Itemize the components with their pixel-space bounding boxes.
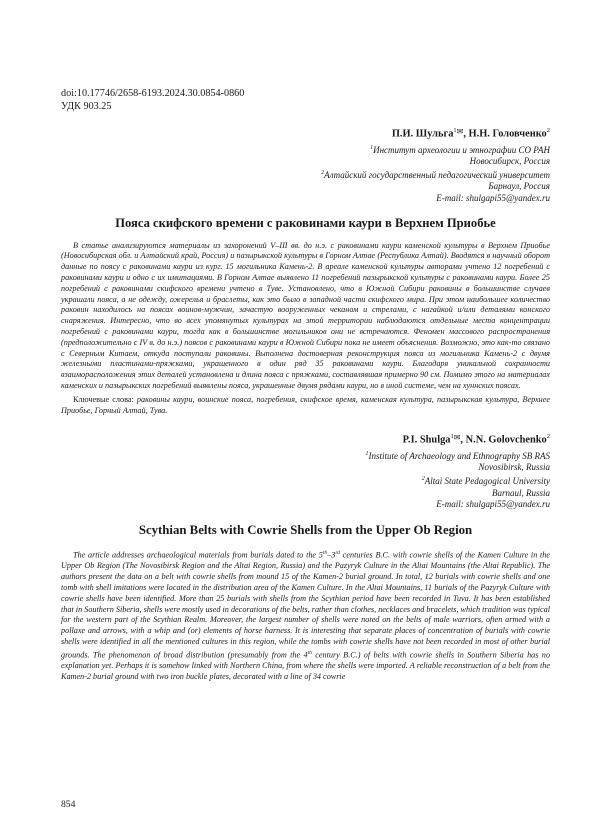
author-2-sup: 2 — [546, 433, 550, 441]
affiliation-line: Barnaul, Russia — [491, 487, 550, 498]
affiliation-line: $^2$Altai State Pedagogical University — [421, 476, 550, 487]
abstract-ru: В статье анализируются материалы из захоронений V–III вв. до н.э. с раковинами каури каменской культуры в Верхнем Приобье (Новосибирская обл. и Алтайский край, Россия) и пазырыкской культуры в Горном Алтае (Республика Алтай). Вводятся в научный оборот данные по поясу с раковинами каури из кург. 15 могильника Камень-2. В ареале каменской культуры авторами учтено 12 погребений с раковинами каури и одно с их имитациями. В Горном Алтае выявлено 11 погребений пазырыкской культуры с раковинами каури. Более 25 погребений с раковинами скифского времени учтено в Туве. Установлено, что в Южной Сибири раковины в большинстве случаев украшали пояса, а не одежду, ожерелья и браслеты, как это было в западной части скифского мира. При этом наибольшее количество раковин находилось на поясах воинов-мужчин, зачастую вооруженных чеканом и стрелами, с нагайкой и/или деталями конского снаряжения. Интересно, что во всех упомянутых культурах на этой территории наблюдаются отдельные места концентрации погребений с раковинами каури, тогда как в большинстве могильников они не встречаются. Феномен массового распространения (предположительно с IV в. до н.э.) поясов с раковинами каури в Южной Сибири пока не имеет объяснения. Возможно, это как-то связано с Северным Китаем, откуда поступали раковины. Выполнена достоверная реконструкция пояса из могильника Камень-2 с двумя железными пластинами-пряжками, украшенного в один ряд 35 раковинами каури. Благодаря уникальной сохранности взаиморасположения этих деталей установлена и длина пояса с пряжками, составлявшая примерно 90 см. Помимо этого на материалах каменских и пазырыкских погребений выявлены пояса, украшенные двумя рядами каури, но в иной системе, чем на хуннских поясах. — [61, 240, 550, 390]
author-1-sup: 1 — [450, 433, 454, 441]
doi[interactable]: doi:10.17746/2658-6193.2024.30.0854-0860 — [61, 88, 245, 99]
affiliation-line: Novosibirsk, Russia — [478, 462, 550, 473]
keywords-text: раковины каури, воинские пояса, погребения, скифское время, каменская культура, пазырыкская культура, Верхнее Приобье, Горный Алтай, Тува. — [61, 394, 550, 415]
affiliation-line: $^1$Institute of Archaeology and Ethnography SB RAS — [365, 450, 550, 461]
author-2-name: Н.Н. Головченко — [468, 128, 547, 140]
author-separator: , — [463, 128, 469, 140]
author-separator: , — [460, 434, 466, 446]
affiliation-line: $^2$Алтайский государственный педагогический университет — [321, 169, 550, 180]
author-1-name: P.I. Shulga — [402, 434, 451, 446]
article-meta — [61, 88, 550, 113]
keywords-label: Ключевые слова: — [73, 394, 134, 404]
article-title-ru: Пояса скифского времени с раковинами каури в Верхнем Приобье — [115, 215, 496, 230]
affiliation-line: $^1$Институт археологии и этнографии СО РАН — [370, 144, 550, 155]
author-2-sup: 2 — [546, 127, 550, 135]
abstract-en: The article addresses archaeological materials from burials dated to the 5th–3rd centuries B.C. with cowrie shells of the Kamen Culture in the Upper Ob Region (The Novosibirsk Region and the Altai Region, Russia) and the Pazyryk Culture in the Altai Mountains (the Altai Republic). The authors present the data on a belt with cowrie shells from mound 15 of the Kamen-2 burial ground. In total, 12 burials with cowrie shells and one tomb with shell imitations were located in the distribution area of the Kamen Culture. In the Altai Mountains, 11 burials of the Pazyryk Culture with cowrie shells have been identified. More than 25 burials with shells from the Scythian period have been recorded in Tuva. It has been established that in Southern Siberia, shells were mostly used in decorations of the belts, rather than clothes, necklaces and bracelets, which tradition was typical for the western part of the Scythian Realm. Moreover, the largest number of shells were noted on the belts of male warriors, often armed with a pollaxe and arrows, with a whip and (or) elements of horse harness. It is interesting that separate places of concentration of burials with cowrie shells were identified in all the mentioned cultures in this region, while the tombs with cowrie shells have not been recorded in most of other burial grounds. The phenomenon of broad distribution (presumably from the 4th century B.C.) of belts with cowrie shells in Southern Siberia has no explanation yet. Perhaps it is somehow linked with Northern China, from where the shells were imported. A reliable reconstruction of a belt from the Kamen-2 burial ground with two iron buckle plates, decorated with a line of 34 cowrie — [61, 549, 550, 682]
authors-ru — [61, 127, 550, 139]
email-line[interactable]: E-mail: shulgapi55@yandex.ru — [436, 499, 550, 510]
author-1-sup: 1 — [453, 127, 457, 135]
envelope-icon[interactable]: ✉ — [456, 127, 464, 137]
keywords-ru — [61, 395, 550, 417]
udk: УДК 903.25 — [61, 100, 112, 112]
author-1-name: П.И. Шульга — [391, 128, 454, 140]
envelope-icon[interactable]: ✉ — [453, 433, 461, 443]
authors-en — [61, 433, 550, 445]
affiliations-en — [61, 449, 550, 511]
affiliation-line: Барнаул, Россия — [488, 181, 550, 192]
affiliations-ru — [61, 143, 550, 205]
author-2-name: N.N. Golovchenko — [465, 434, 547, 446]
affiliation-line: Новосибирск, Россия — [469, 156, 550, 167]
page-number: 854 — [61, 799, 76, 810]
article-title-en: Scythian Belts with Cowrie Shells from the Upper Ob Region — [138, 522, 473, 537]
email-line[interactable]: E-mail: shulgapi55@yandex.ru — [436, 193, 550, 204]
